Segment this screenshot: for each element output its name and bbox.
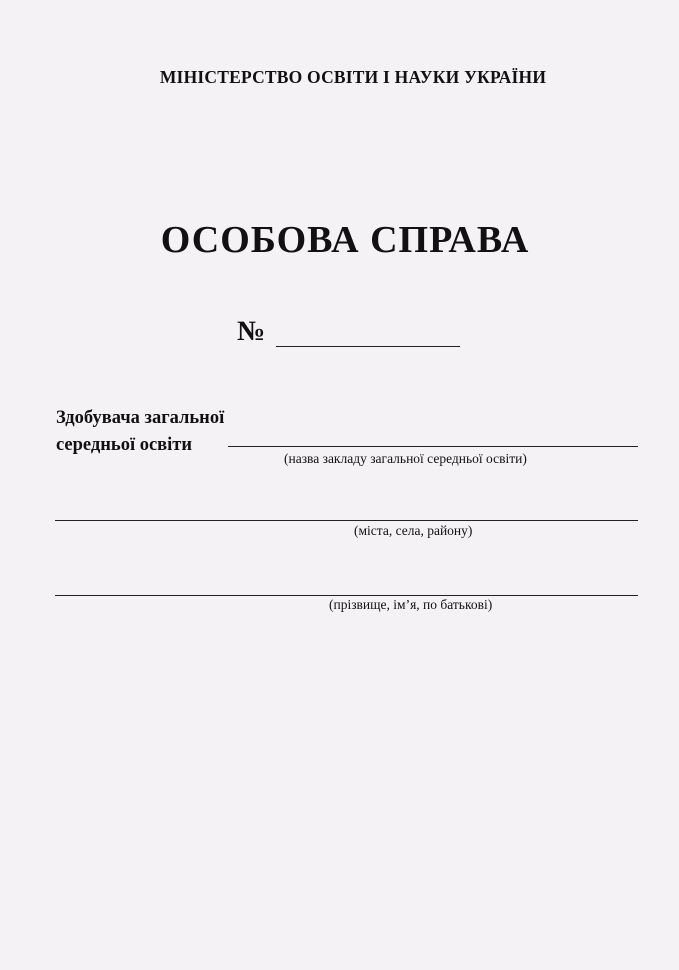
number-field-line[interactable] (276, 346, 460, 347)
student-label (56, 405, 224, 459)
school-field-hint: (назва закладу загальної середньої освіти) (284, 451, 527, 466)
ministry-header: МІНІСТЕРСТВО ОСВІТИ І НАУКИ УКРАЇНИ (159, 67, 547, 87)
name-field-hint: (прізвище, ім’я, по батькові) (329, 597, 493, 612)
name-field-line[interactable] (55, 595, 638, 596)
number-sign: № (237, 316, 266, 347)
school-field-line[interactable] (228, 446, 638, 447)
city-field-line[interactable] (55, 520, 638, 521)
document-title: ОСОБОВА СПРАВА (160, 219, 530, 261)
student-label-line1: Здобувача загальної (56, 408, 225, 428)
city-field-hint: (міста, села, району) (354, 523, 473, 538)
student-label-line2: середньої освіти (56, 435, 193, 455)
